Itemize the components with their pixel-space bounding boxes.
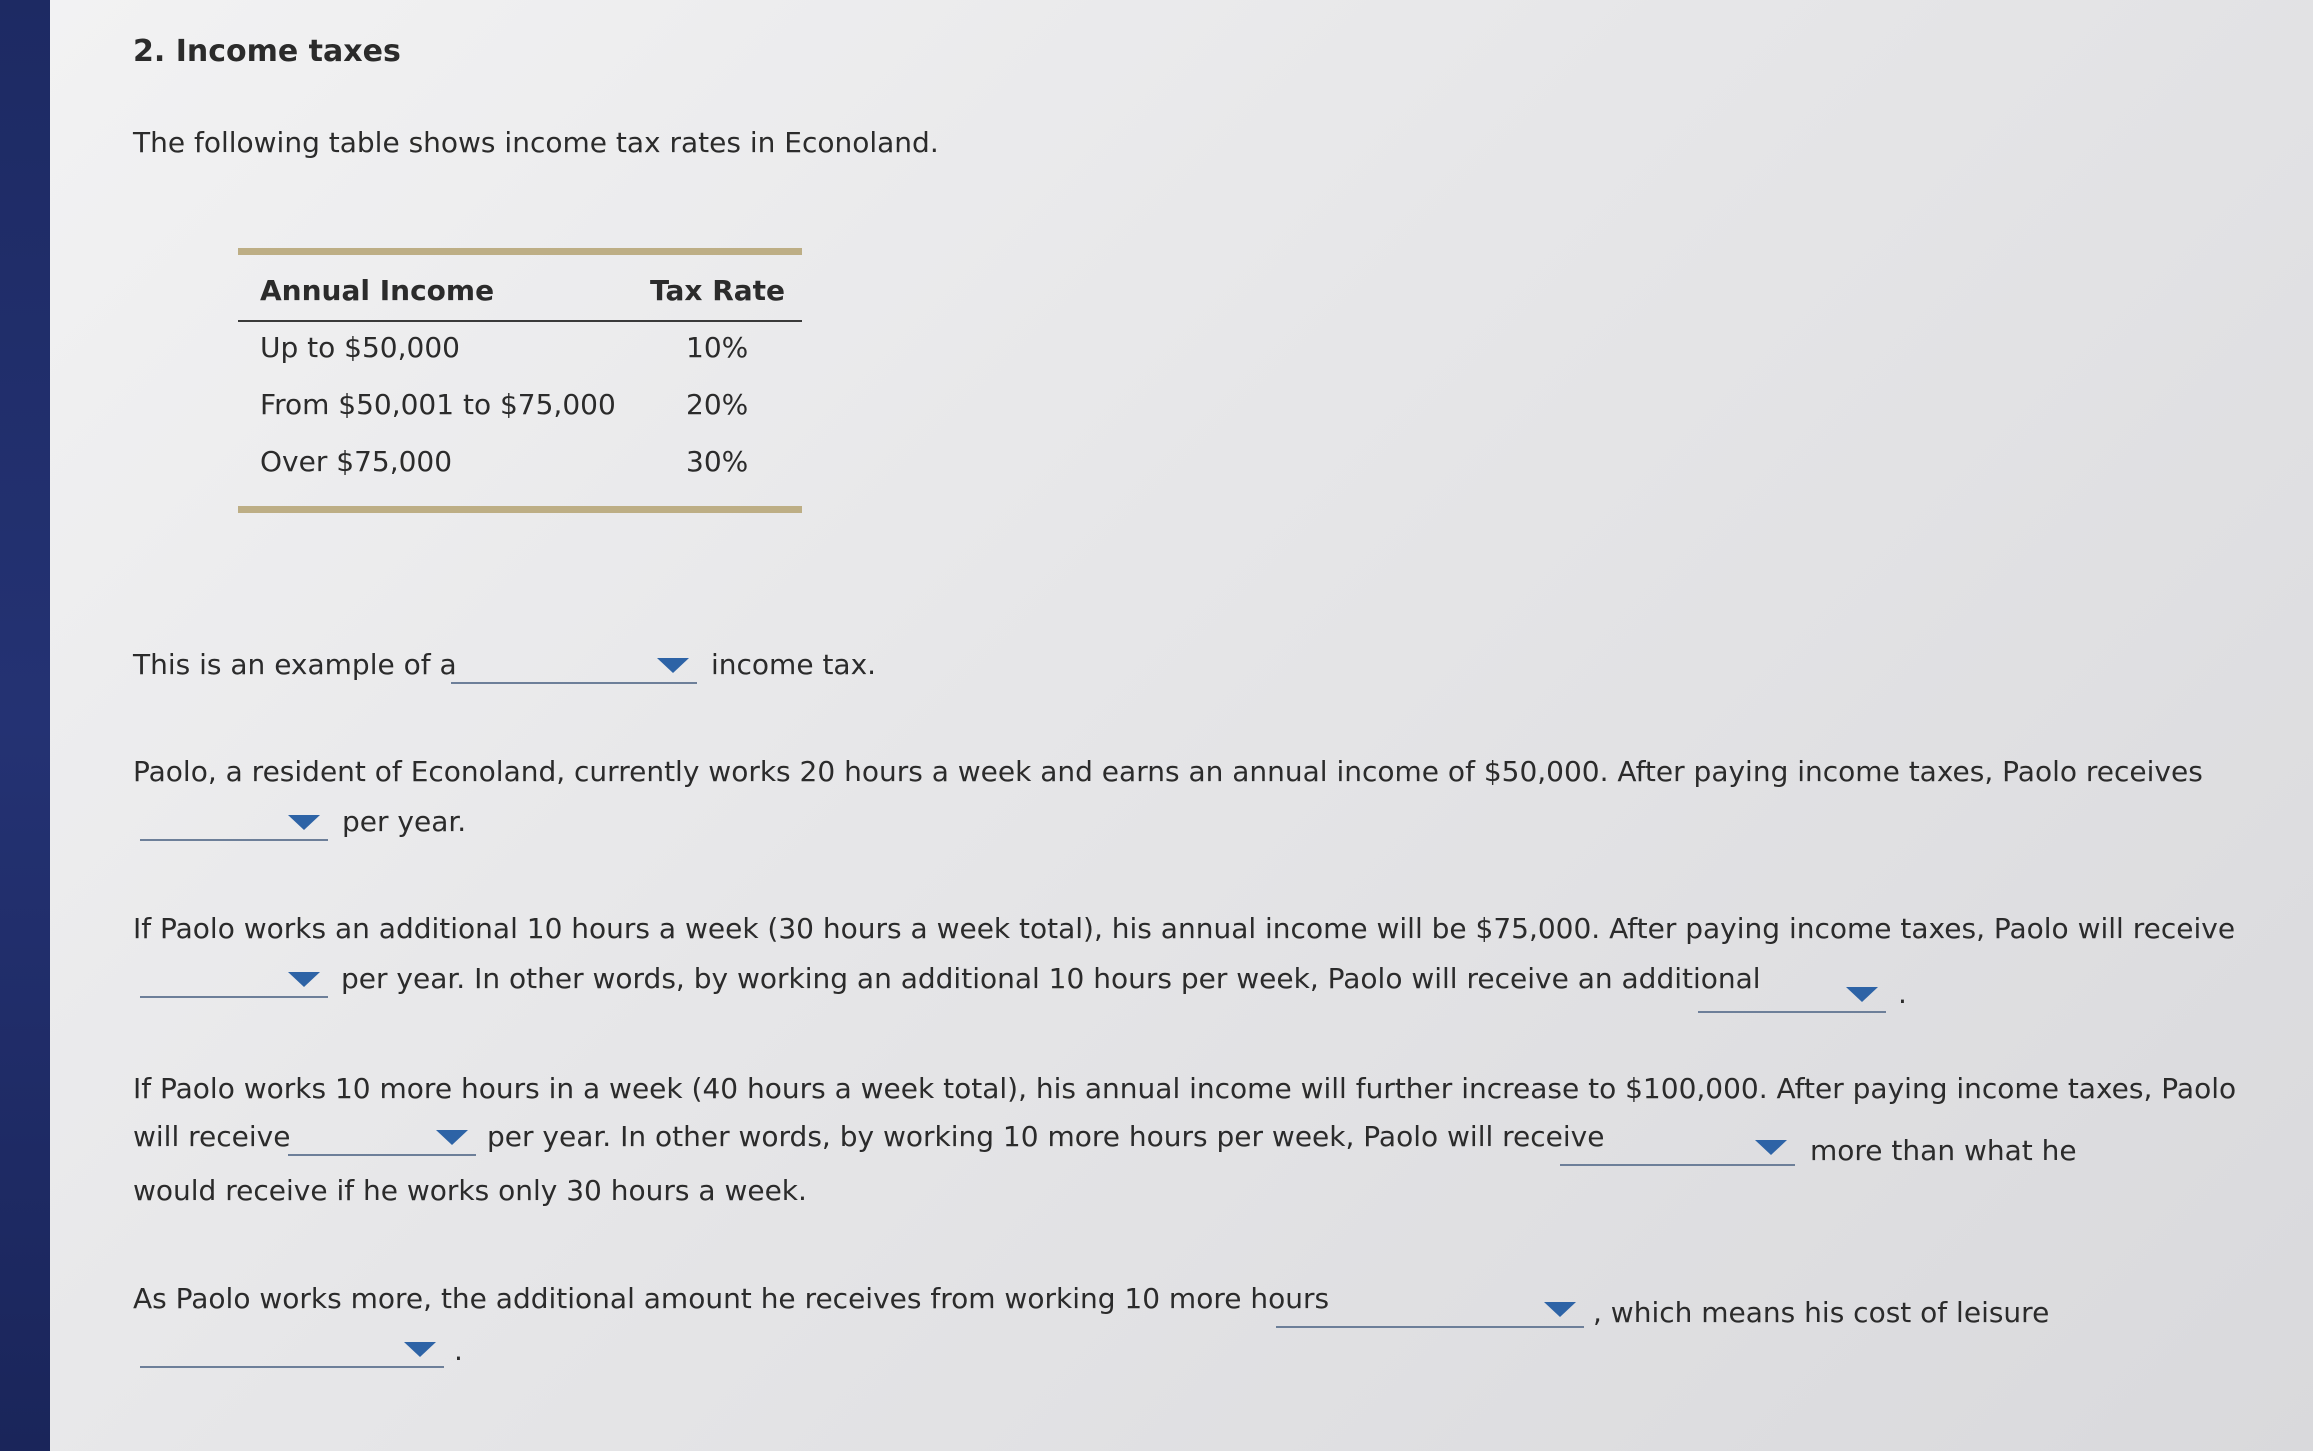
table-bottom-rule — [238, 506, 802, 513]
chevron-down-icon — [1846, 987, 1878, 1002]
chevron-down-icon — [436, 1130, 468, 1145]
table-header-rule — [238, 320, 802, 322]
chevron-down-icon — [288, 815, 320, 830]
q3-text: If Paolo works an additional 10 hours a week (30 hours a week total), his annual income will be $75,000. After paying income taxes, Paolo will receive — [133, 912, 2236, 945]
after-tax-income-100k-dropdown[interactable] — [288, 1120, 476, 1156]
chevron-down-icon — [1544, 1302, 1576, 1317]
q4-text-after: more than what he — [1810, 1134, 2077, 1167]
q4-text-line3: would receive if he works only 30 hours a week. — [133, 1174, 807, 1207]
chevron-down-icon — [657, 658, 689, 673]
table-top-rule — [238, 248, 802, 255]
table-row-2-income: From $50,001 to $75,000 — [260, 388, 616, 421]
q5-text-after: , which means his cost of leisure — [1593, 1296, 2050, 1329]
chevron-down-icon — [288, 972, 320, 987]
question-panel — [50, 0, 2313, 1451]
q4-text-mid: per year. In other words, by working 10 more hours per week, Paolo will receive — [487, 1120, 1605, 1153]
q2-text: Paolo, a resident of Econoland, currently works 20 hours a week and earns an annual income of $50,000. After paying income taxes, Paolo receives — [133, 755, 2203, 788]
additional-amount-trend-dropdown[interactable] — [1276, 1292, 1584, 1328]
q4-text-before: will receive — [133, 1120, 291, 1153]
header-annual-income: Annual Income — [260, 274, 495, 307]
after-tax-income-75k-dropdown[interactable] — [140, 962, 328, 998]
q3-text-end: . — [1898, 977, 1907, 1010]
chevron-down-icon — [404, 1342, 436, 1357]
intro-text: The following table shows income tax rates in Econoland. — [133, 126, 939, 159]
chevron-down-icon — [1755, 1140, 1787, 1155]
q1-text-before: This is an example of a — [133, 648, 457, 681]
q2-text-after: per year. — [342, 805, 467, 838]
table-row-2-rate: 20% — [686, 388, 749, 421]
table-row-1-income: Up to $50,000 — [260, 331, 460, 364]
q3-text-mid: per year. In other words, by working an additional 10 hours per week, Paolo will receive an additional — [341, 962, 1761, 995]
after-tax-income-50k-dropdown[interactable] — [140, 805, 328, 841]
table-row-3-income: Over $75,000 — [260, 445, 453, 478]
left-sidebar — [0, 0, 50, 1451]
q5-text-before: As Paolo works more, the additional amount he receives from working 10 more hours — [133, 1282, 1330, 1315]
tax-type-dropdown[interactable] — [451, 648, 697, 684]
additional-income-30h-dropdown[interactable] — [1698, 977, 1886, 1013]
q5-text-end: . — [454, 1334, 463, 1367]
table-row-1-rate: 10% — [686, 331, 749, 364]
cost-of-leisure-dropdown[interactable] — [140, 1332, 444, 1368]
q4-text: If Paolo works 10 more hours in a week (40 hours a week total), his annual income will further increase to $100,000. After paying income taxes, Paolo — [133, 1072, 2237, 1105]
q1-text-after: income tax. — [711, 648, 877, 681]
additional-income-40h-dropdown[interactable] — [1560, 1130, 1795, 1166]
question-title: 2. Income taxes — [133, 34, 401, 69]
table-row-3-rate: 30% — [686, 445, 749, 478]
header-tax-rate: Tax Rate — [650, 274, 786, 307]
